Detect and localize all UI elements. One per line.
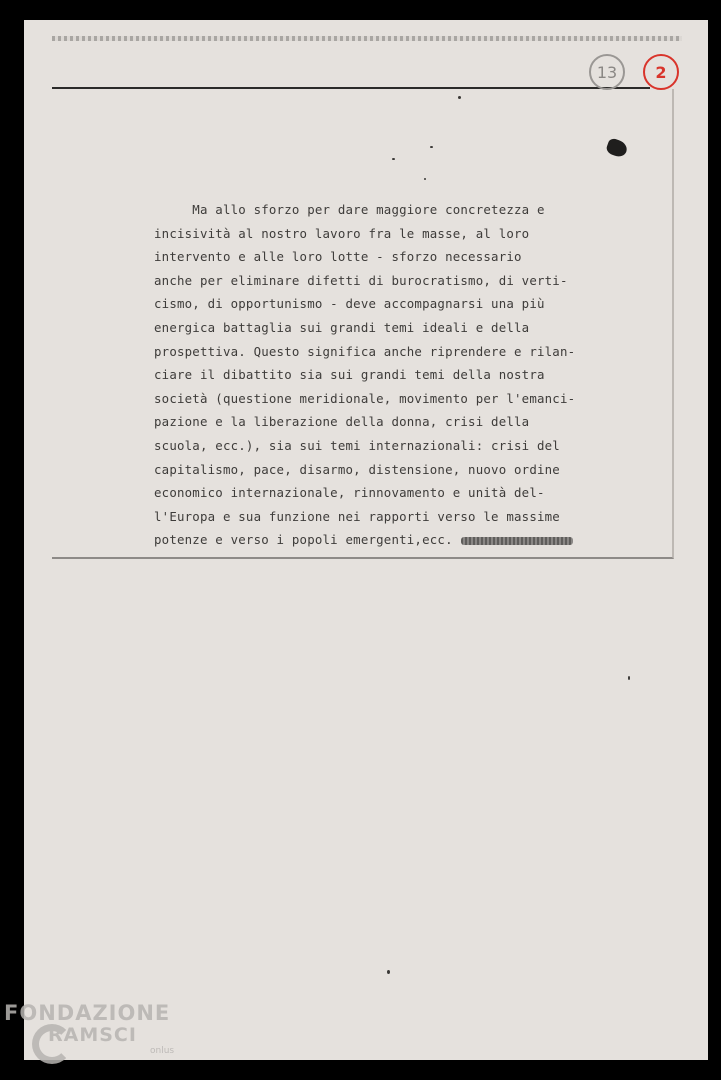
text-line: pazione e la liberazione della donna, crisi della xyxy=(154,414,530,430)
top-paper-strip xyxy=(52,36,682,41)
text-line: anche per eliminare difetti di burocratismo, di verti- xyxy=(154,272,568,288)
text-line: l'Europa e sua funzione nei rapporti verso le massime xyxy=(154,508,560,524)
ink-speck xyxy=(628,676,630,680)
text-line: scuola, ecc.), sia sui temi internazionali: crisi del xyxy=(154,437,560,453)
watermark-g-logo xyxy=(32,1024,72,1064)
ink-speck xyxy=(458,96,461,99)
typed-paragraph xyxy=(154,198,624,552)
text-line-last: potenze e verso i popoli emergenti,ecc. xyxy=(154,528,624,552)
ink-speck xyxy=(424,178,426,180)
ink-speck xyxy=(392,158,395,160)
text-line: incisività al nostro lavoro fra le masse, al loro xyxy=(154,225,530,241)
text-line: capitalismo, pace, disarmo, distensione, nuovo ordine xyxy=(154,461,560,477)
archive-page-number: 13 xyxy=(589,54,625,90)
ink-speck xyxy=(430,146,433,148)
text-line: Ma allo sforzo per dare maggiore concretezza e xyxy=(154,202,545,217)
text-line: energica battaglia sui grandi temi ideali e della xyxy=(154,319,530,335)
text-line: intervento e alle loro lotte - sforzo necessario xyxy=(154,249,522,265)
sheet-page-number: 2 xyxy=(643,54,679,90)
text-line: economico internazionale, rinnovamento e unità del- xyxy=(154,485,545,501)
ink-speck xyxy=(387,970,390,974)
text-line: cismo, di opportunismo - deve accompagnarsi una più xyxy=(154,296,545,312)
text-line: società (questione meridionale, movimento per l'emanci- xyxy=(154,390,576,406)
text-line: ciare il dibattito sia sui grandi temi della nostra xyxy=(154,367,545,383)
typed-strikeout xyxy=(461,537,573,545)
text-line: prospettiva. Questo significa anche riprendere e rilan- xyxy=(154,343,576,359)
fondazione-gramsci-watermark: FONDAZIONE RAMSCI onlus xyxy=(4,1002,174,1056)
